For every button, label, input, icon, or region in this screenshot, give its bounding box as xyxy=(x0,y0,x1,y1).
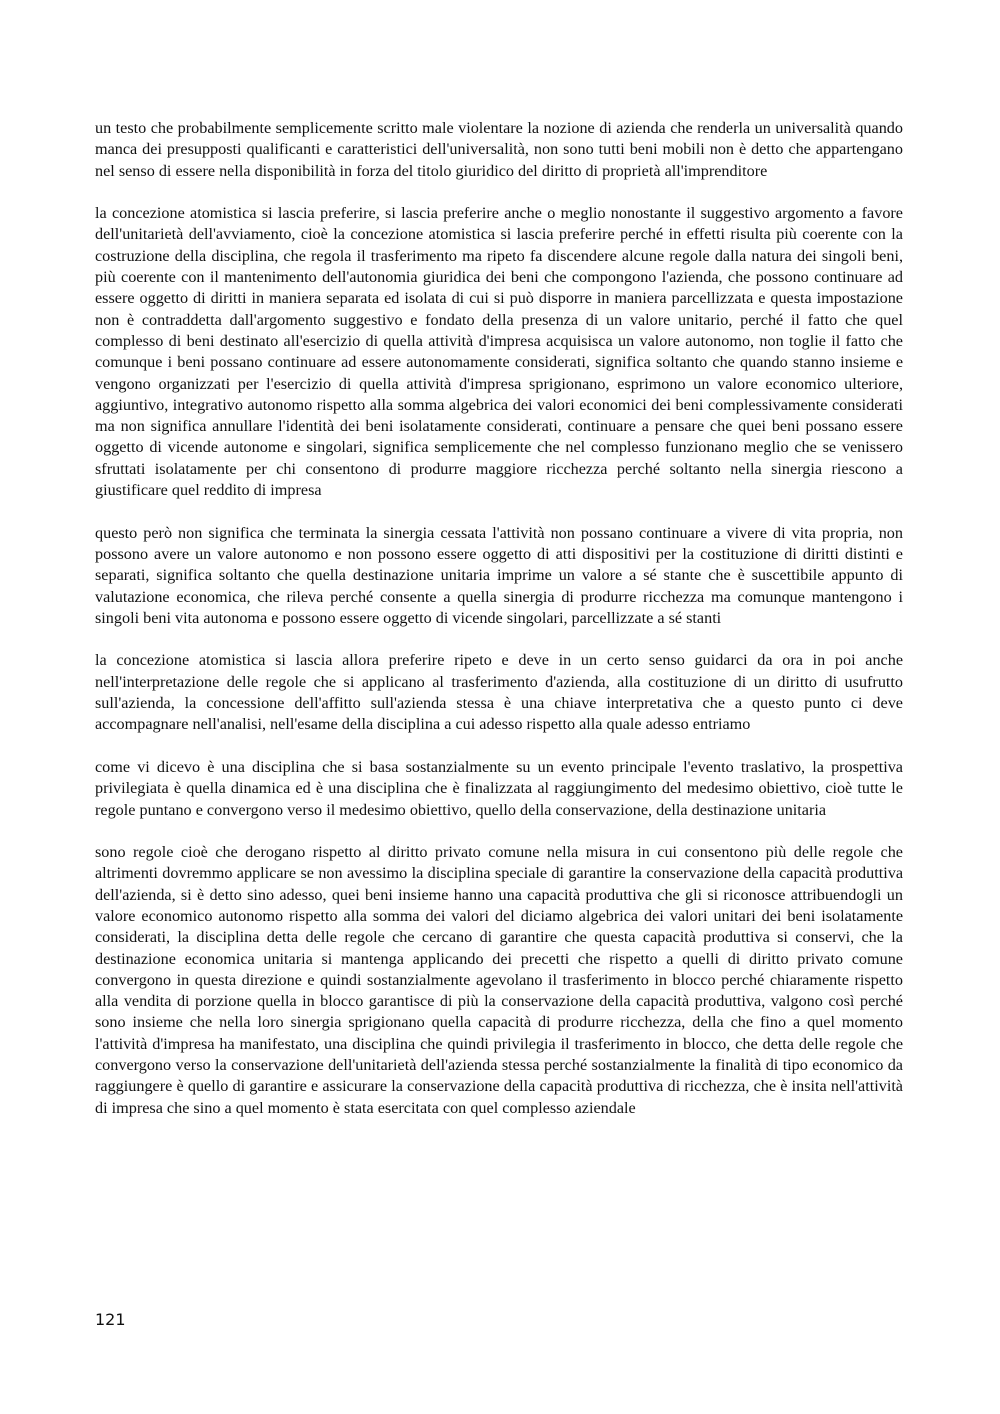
paragraph-6: sono regole cioè che derogano rispetto al diritto privato comune nella misura in cui consentono più delle regole che altrimenti dovremmo applicare se non avessimo la disciplina speciale di garantire la conservazione della capacità produttiva dell'azienda, si è detto sino adesso, quei beni insieme hanno una capacità produttiva che gli si riconosce attribuendogli un valore economico autonomo rispetto alla somma dei valori del diciamo algebrica dei valori unitari dei beni isolatamente considerati, la disciplina detta delle regole che cercano di garantire che questa capacità produttiva si conservi, che la destinazione economica unitaria si mantenga applicando dei precetti che rispetto a quelli di diritto privato comune convergono in questa direzione e quindi sostanzialmente agevolano il trasferimento in blocco perché chiaramente rispetto alla vendita di porzione quella in blocco garantisce di più la conservazione della capacità produttiva, valgono così perché sono insieme che nella loro sinergia sprigionano quella capacità di produrre ricchezza, della che fino a quel momento l'attività d'impresa ha manifestato, una disciplina che quindi privilegia il trasferimento in blocco, che detta delle regole che convergono verso la conservazione dell'unitarietà dell'azienda stessa perché sostanzialmente la finalità di tipo economico da raggiungere è quello di garantire e assicurare la conservazione della capacità produttiva di ricchezza, che è insita nell'attività di impresa che sino a quel momento è stata esercitata con quel complesso aziendale xyxy=(95,843,903,1117)
paragraph-2: la concezione atomistica si lascia preferire, si lascia preferire anche o meglio nonostante il suggestivo argomento a favore dell'unitarietà dell'avviamento, cioè la concezione atomistica si lascia preferire perché in effetti risulta più coerente con la costruzione della disciplina, che regola il trasferimento ma ripeto fa discendere alcune regole dalla natura dei singoli beni, più coerente con il mantenimento dell'autonomia giuridica dei beni che compongono l'azienda, che possono continuare ad essere oggetto di diritti in maniera separata ed isolata di cui si può disporre in maniera parcellizzata e questa impostazione non è contraddetta dall'argomento suggestivo e fondato della presenza di un valore unitario, perché il fatto che quel complesso di beni destinato all'esercizio di quella attività d'impresa acquisisca un valore autonomo, non toglie il fatto che comunque i beni possano continuare ad essere autonomamente considerati, significa soltanto che quando stanno insieme e vengono organizzati per l'esercizio di quella attività d'impresa sprigionano, esprimono un valore economico ulteriore, aggiuntivo, integrativo autonomo rispetto alla somma algebrica dei valori economici dei beni complessivamente considerati ma non significa annullare l'identità dei beni isolatamente considerati, continuare a pensare che quei beni possano essere oggetto di vicende autonome e singolari, significa semplicemente che nel complesso funzionano meglio che se venissero sfruttati isolatamente per chi consentono di produrre maggiore ricchezza perché soltanto nella sinergia riescono a giustificare quel reddito di impresa xyxy=(95,204,903,500)
paragraph-1: un testo che probabilmente semplicemente scritto male violentare la nozione di azienda che renderla un universalità quando manca dei presupposti qualificanti e caratteristici dell'universalità, non sono tutti beni mobili non è detto che appartengano nel senso di essere nella disponibilità in forza del titolo giuridico del diritto di proprietà all'imprenditore xyxy=(95,119,903,180)
paragraph-3: questo però non significa che terminata la sinergia cessata l'attività non possano continuare a vivere di vita propria, non possono avere un valore autonomo e non possono essere oggetto di atti dispositivi per la costituzione di diritti distinti e separati, significa soltanto che quella destinazione unitaria imprime un valore a sé stante che è suscettibile appunto di valutazione economica, che rileva perché consente a quella sinergia di produrre ricchezza ma comunque mantengono i singoli beni vita autonoma e possono essere oggetto di vicende singolari, parcellizzate a sé stanti xyxy=(95,523,903,627)
paragraph-4: la concezione atomistica si lascia allora preferire ripeto e deve in un certo senso guidarci da ora in poi anche nell'interpretazione delle regole che si applicano al trasferimento d'azienda, alla costituzione di un diritto di usufrutto sull'azienda, la concessione dell'affitto sull'azienda stessa è una chiave interpretativa che a questo punto ci deve accompagnare nell'analisi, nell'esame della disciplina a cui adesso rispetto alla quale adesso entriamo xyxy=(95,651,903,734)
paragraph-5: come vi dicevo è una disciplina che si basa sostanzialmente su un evento principale l'evento traslativo, la prospettiva privilegiata è quella dinamica ed è una disciplina che è finalizzata al raggiungimento del medesimo obiettivo, cioè tutte le regole puntano e convergono verso il medesimo obiettivo, quello della conservazione, della destinazione unitaria xyxy=(95,757,903,819)
page-number: 121 xyxy=(95,1310,126,1329)
document-body xyxy=(95,118,903,1140)
